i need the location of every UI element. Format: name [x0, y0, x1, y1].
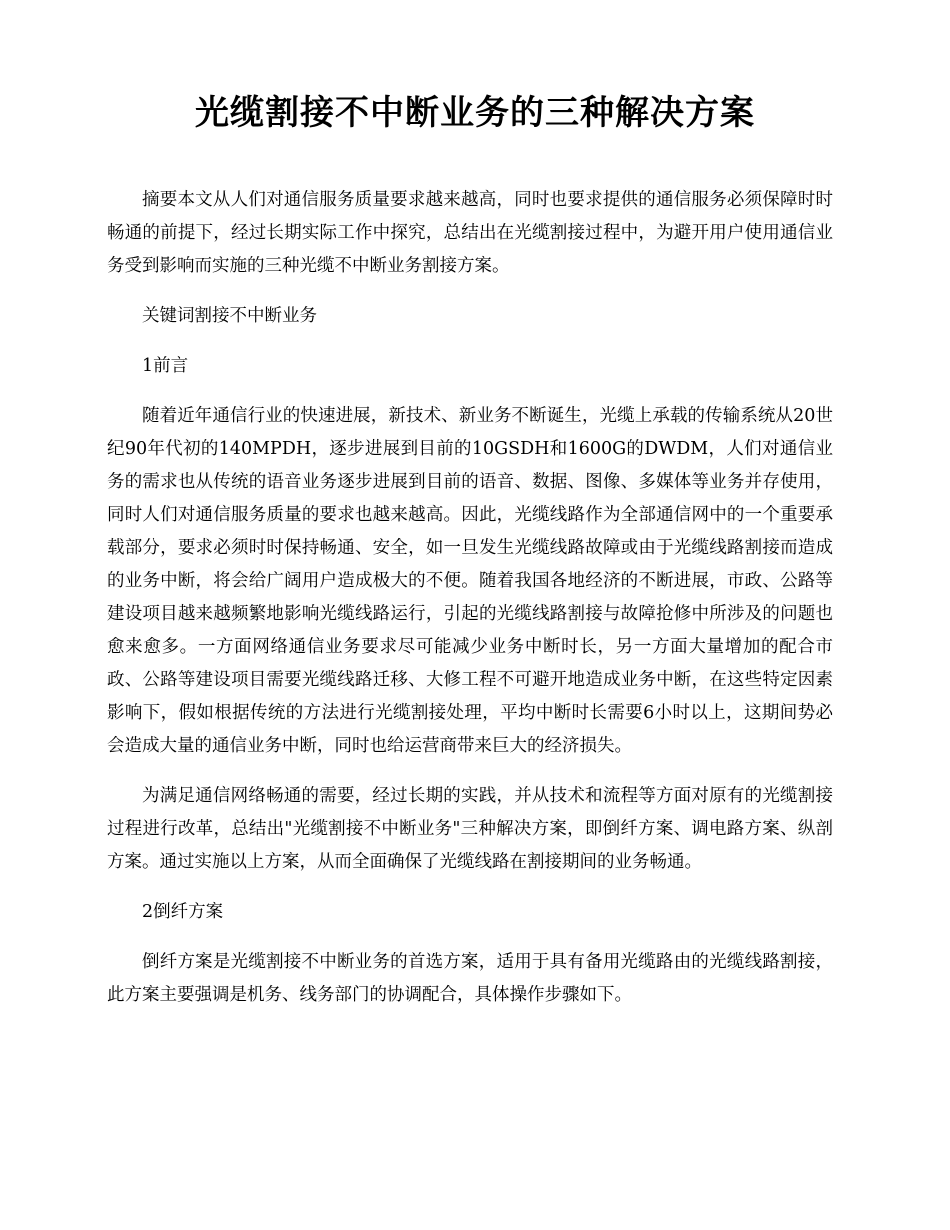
section-1-paragraph-1: 随着近年通信行业的快速进展，新技术、新业务不断诞生，光缆上承载的传输系统从20世纪90年代初的140MPDH，逐步进展到目前的10GSDH和1600G的DWDM，人们对通信业务的需求也从传统的语音业务逐步进展到目前的语音、数据、图像、多媒体等业务并存使用，同时人们对通信服务质量的要求也越来越高。因此，光缆线路作为全部通信网中的一个重要承载部分，要求必须时时保持畅通、安全，如一旦发生光缆线路故障或由于光缆线路割接而造成的业务中断，将会给广阔用户造成极大的不便。随着我国各地经济的不断进展，市政、公路等建设项目越来越频繁地影响光缆线路运行，引起的光缆线路割接与故障抢修中所涉及的问题也愈来愈多。一方面网络通信业务要求尽可能减少业务中断时长，另一方面大量增加的配合市政、公路等建设项目需要光缆线路迁移、大修工程不可避开地造成业务中断，在这些特定因素影响下，假如根据传统的方法进行光缆割接处理，平均中断时长需要6小时以上，这期间势必会造成大量的通信业务中断，同时也给运营商带来巨大的经济损失。	[107, 406, 833, 756]
section-2-heading: 2倒纤方案	[142, 902, 224, 922]
keywords-line: 关键词割接不中断业务	[142, 306, 317, 326]
section-1-heading: 1前言	[142, 356, 189, 376]
document-body	[107, 184, 833, 1029]
abstract-paragraph: 摘要本文从人们对通信服务质量要求越来越高，同时也要求提供的通信服务必须保障时时畅通的前提下，经过长期实际工作中探究，总结出在光缆割接过程中，为避开用户使用通信业务受到影响而实施的三种光缆不中断业务割接方案。	[107, 190, 833, 276]
document-title: 光缆割接不中断业务的三种解决方案	[195, 93, 755, 133]
section-2-paragraph-1: 倒纤方案是光缆割接不中断业务的首选方案，适用于具有备用光缆路由的光缆线路割接，此方案主要强调是机务、线务部门的协调配合，具体操作步骤如下。	[107, 952, 833, 1005]
section-1-paragraph-2: 为满足通信网络畅通的需要，经过长期的实践，并从技术和流程等方面对原有的光缆割接过程进行改革，总结出"光缆割接不中断业务"三种解决方案，即倒纤方案、调电路方案、纵剖方案。通过实施以上方案，从而全面确保了光缆线路在割接期间的业务畅通。	[107, 786, 833, 872]
